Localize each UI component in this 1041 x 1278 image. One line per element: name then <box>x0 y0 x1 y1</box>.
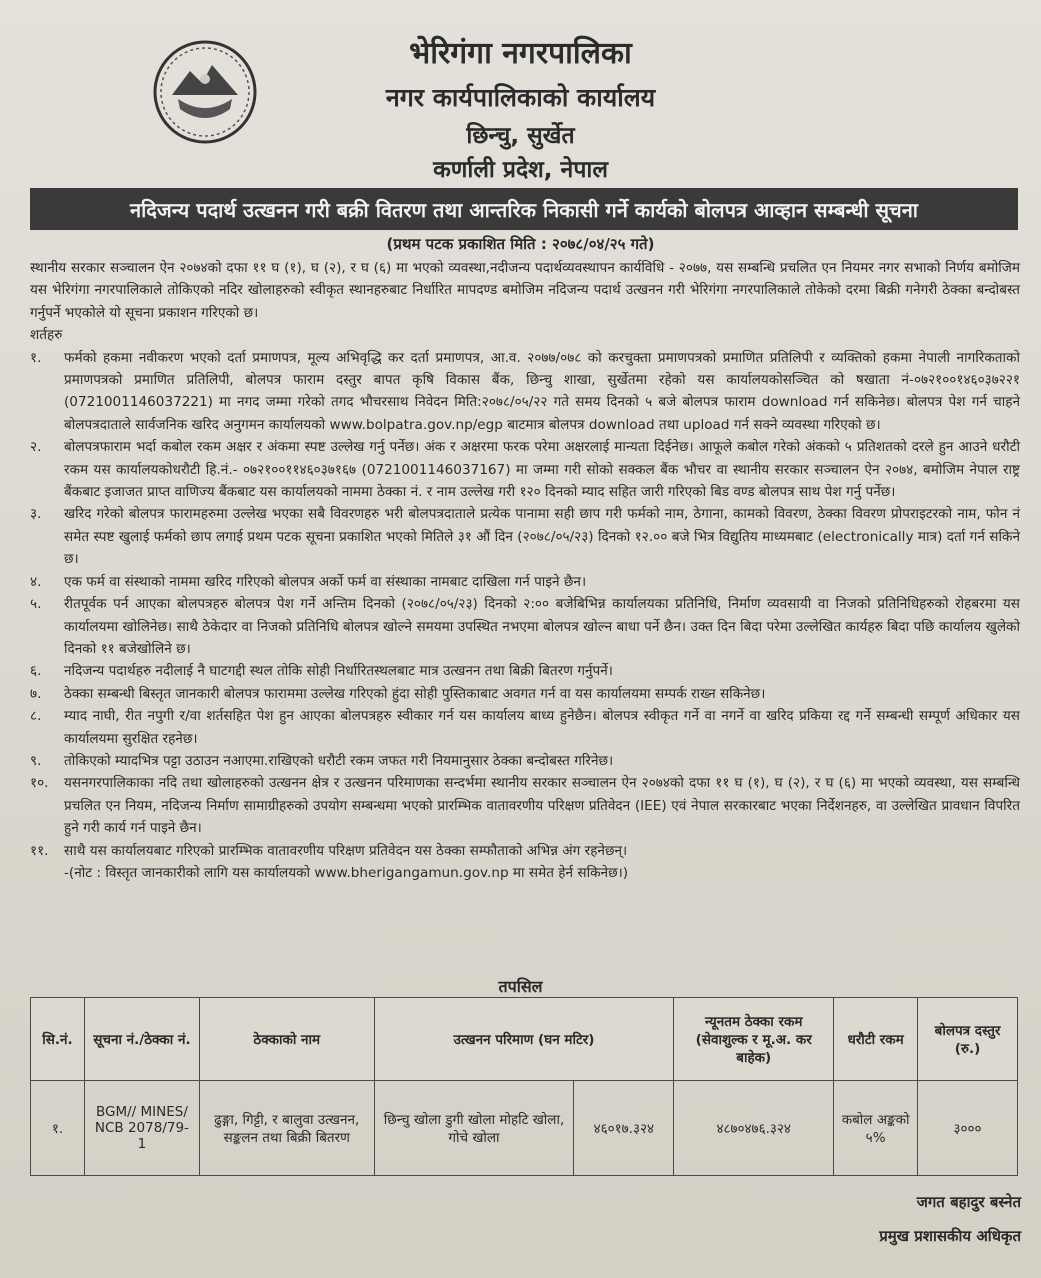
table-header-cell: न्यूनतम ठेक्का रकम (सेवाशुल्क र मू.अ. कर बाहेक) <box>674 998 834 1081</box>
table-row <box>31 1081 1018 1176</box>
office-location: छिन्चु, सुर्खेत <box>466 123 575 149</box>
table-cell: ३००० <box>918 1081 1018 1176</box>
conditions-list <box>30 347 1020 862</box>
signatory-name: जगत बहादुर बस्नेत <box>916 1193 1021 1211</box>
condition-text: म्याद नाघी, रीत नपुगी र/वा शर्तसहित पेश हुन आएका बोलपत्रहरु स्वीकार गर्न यस कार्यालय बाध्य हुनेछैन। बोलपत्र स्वीकृत गर्ने वा नगर्ने वा खरिद प्रकिया रद्द गर्ने सम्बन्धी सम्पूर्ण अधिकार यस कार्यालयमा सुरक्षित रहनेछ। <box>64 708 1020 747</box>
condition-number: ९. <box>30 752 42 769</box>
table-header-cell: सूचना नं./ठेक्का नं. <box>84 998 199 1081</box>
table-header-cell: ठेक्काको नाम <box>199 998 374 1081</box>
municipality-name: भेरिगंगा नगरपालिका <box>409 36 632 71</box>
table-header-cell: बोलपत्र दस्तुर (रु.) <box>918 998 1018 1081</box>
table-cell: ढुङ्गा, गिट्टी, र बालुवा उत्खनन, सङ्कलन तथा बिक्री बितरण <box>199 1081 374 1176</box>
table-cell: ४८७०४७६.३२४ <box>674 1081 834 1176</box>
condition-number: १. <box>30 349 42 366</box>
condition-item <box>30 347 1020 437</box>
notice-title: नदिजन्य पदार्थ उत्खनन गरी बक्री वितरण तथा आन्तरिक निकासी गर्ने कार्यको बोलपत्र आव्हान सम्बन्धी सूचना <box>30 188 1018 230</box>
table-header-row <box>31 998 1018 1081</box>
condition-number: २. <box>30 439 42 456</box>
table-header-cell: उत्खनन परिमाण (घन मटिर) <box>374 998 674 1081</box>
condition-item <box>30 593 1020 660</box>
condition-text: तोकिएको म्यादभित्र पट्टा उठाउन नआएमा.राखिएको धरौटी रकम जफत गरी नियमानुसार ठेक्का बन्दोबस्त गरिनेछ। <box>64 752 614 769</box>
condition-number: ४. <box>30 573 42 590</box>
schedule-heading: तपसिल <box>498 977 543 996</box>
letterhead <box>0 25 1041 185</box>
condition-item <box>30 660 1020 682</box>
office-name: नगर कार्यपालिकाको कार्यालय <box>385 83 656 112</box>
condition-text: रीतपूर्वक पर्न आएका बोलपत्रहरु बोलपत्र पेश गर्ने अन्तिम दिनको (२०७८/०५/२३) दिनको २:०० बजेबिभिन्न कार्यालयका प्रतिनिधि, निर्माण व्यवसायी वा निजको प्रतिनिधिहरुको रोहबरमा यस कार्यालयमा खोलिनेछ। साथै ठेकेदार वा निजको प्रतिनिधि बोलपत्र खोल्ने समयमा उपस्थित नभएमा बोलपत्र खोल्न बाधा पर्ने छैन। उक्त दिन बिदा परेमा उल्लेखित कार्यहरु बिदा पछि कार्यालय खुलेको दिनको ११ बजेखोलिने छ। <box>64 596 1020 657</box>
condition-text: खरिद गरेको बोलपत्र फारामहरुमा उल्लेख भएका सबै विवरणहरु भरी बोलपत्रदाताले प्रत्येक पानामा सही छाप गरी फर्मको नाम, ठेगाना, कामको विवरण, ठेक्का विवरण प्रोपराइटरको नाम, फोन नं समेत स्पष्ट खुलाई फर्मको छाप लगाई प्रथम पटक सूचना प्रकाशित भएको मितिले ३१ औं दिन (२०७८/०५/२३) दिनको १२.०० बजे भित्र विद्युतिय माध्यमबाट (electronically मात्र) दर्ता गर्न सकिने छ। <box>64 506 1020 568</box>
notice-body <box>30 257 1020 884</box>
intro-paragraph: स्थानीय सरकार सञ्चालन ऐन २०७४को दफा ११ घ (१), घ (२), र घ (६) मा भएको व्यवस्था,नदीजन्य पदार्थव्यवस्थापन कार्यविधि - २०७७, यस सम्बन्धि प्रचलित एन नियमर नगर सभाको निर्णय बमोजिम यस भेरिगंगा नगरपालिकाले तोकिएको नदिर खोलाहरुको स्वीकृत स्थानहरुबाट निर्धारित मापदण्ड बमोजिम नदिजन्य पदार्थ उत्खनन गरी भेरिगंगा नगरपालिकाले तोकेको दरमा बिक्री गनेगरी ठेक्का बन्दोबस्त गर्नुपर्ने भएकोले यो सूचना प्रकाशन गरिएको छ। <box>30 260 1020 321</box>
signatory-title: प्रमुख प्रशासकीय अधिकृत <box>879 1227 1021 1245</box>
condition-item <box>30 683 1020 705</box>
condition-number: ६. <box>30 663 42 680</box>
condition-item <box>30 750 1020 772</box>
table-header-cell: सि.नं. <box>31 998 85 1081</box>
condition-item <box>30 705 1020 750</box>
condition-number: ११. <box>30 842 49 859</box>
condition-item <box>30 503 1020 570</box>
condition-number: ७. <box>30 685 42 702</box>
conditions-heading: शर्तहरु <box>30 327 63 344</box>
schedule-table <box>30 997 1018 1176</box>
condition-item <box>30 571 1020 593</box>
condition-text: फर्मको हकमा नवीकरण भएको दर्ता प्रमाणपत्र, मूल्य अभिवृद्धि कर दर्ता प्रमाणपत्र, आ.व. २०७७/०७८ को करचुक्ता प्रमाणपत्रको प्रमाणित प्रतिलिपी र व्यक्तिको हकमा नेपाली नागरिकताको प्रमाणपत्रको प्रमाणित प्रतिलिपी, बोलपत्र फाराम दस्तुर बापत कृषि विकास बैंक, छिन्चु शाखा, सुर्खेतमा रहेको यस कार्यालयकोसञ्चित को षखाता नं-०७२१००१४६०३७२२१ (0721001146037221) मा नगद जम्मा गरेको तगद भौचरसाथ निवेदन मिति:२०७८/०५/२२ गते समय दिनको ५ बजे बोलपत्र फाराम download गर्न सकिनेछ। बोलपत्र पेश गर्न चाहने बोलपत्रदाताले सार्वजनिक खरिद अनुगमन कार्यालयको www.bolpatra.gov.np/egp बाटमात्र बोलपत्र download तथा upload गर्न सक्ने व्यवस्था गरिएको छ। <box>64 349 1020 433</box>
condition-item <box>30 840 1020 862</box>
condition-text: नदिजन्य पदार्थहरु नदीलाई नै घाटगद्दी स्थल तोकि सोही निर्धारितस्थलबाट मात्र उत्खनन तथा बिक्री बितरण गर्नुपर्ने। <box>64 663 613 680</box>
table-header-cell: धरौटी रकम <box>834 998 918 1081</box>
table-cell: ४६०१७.३२४ <box>574 1081 674 1176</box>
condition-item <box>30 772 1020 839</box>
condition-item <box>30 436 1020 503</box>
table-cell: १. <box>31 1081 85 1176</box>
table-body <box>31 1081 1018 1176</box>
condition-text: बोलपत्रफाराम भर्दा कबोल रकम अक्षर र अंकमा स्पष्ट उल्लेख गर्नु पर्नेछ। अंक र अक्षरमा फरक परेमा अक्षरलाई मान्यता दिईनेछ। आफूले कबोल गरेको अंकको ५ प्रतिशतको दरले हुन आउने धरौटी रकम यस कार्यालयकोधरौटी हि.नं.- ०७२१००११४६०३७१६७ (0721001146037167) मा जम्मा गरी सोको सक्कल बैंक भौचर वा स्थानीय सरकार सञ्चालन ऐन २०७४, बमोजिम नेपाल राष्ट्र बैंकबाट इजाजत प्राप्त वाणिज्य बैंकबाट यस कार्यालयको नाममा ठेक्का नं. र नाम उल्लेख गरी १२० दिनको म्याद सहित जारी गरिएको बिड वण्ड बोलपत्र साथ पेश गर्नु पर्नेछ। <box>64 439 1020 501</box>
condition-number: ३. <box>30 506 42 523</box>
table-cell: BGM// MINES/ NCB 2078/79- 1 <box>84 1081 199 1176</box>
publish-date: (प्रथम पटक प्रकाशित मिति : २०७८/०४/२५ गते) <box>386 235 655 253</box>
table-cell: कबोल अङ्कको ५% <box>834 1081 918 1176</box>
note-line: -(नोट : विस्तृत जानकारीको लागि यस कार्यालयको www.bherigangamun.gov.np मा समेत हेर्न सकिनेछ।) <box>64 864 629 881</box>
condition-text: यसनगरपालिकाका नदि तथा खोलाहरुको उत्खनन क्षेत्र र उत्खनन परिमाणका सन्दर्भमा स्थानीय सरकार सञ्चालन ऐन २०७४को दफा ११ घ (१), घ (२), र घ (६) मा भएको व्यवस्था, यस सम्बन्धि प्रचलित एन नियम, नदिजन्य निर्माण सामाग्रीहरुको उपयोग सम्बन्धमा भएको प्रारम्भिक वातावरणीय परिक्षण प्रतिवेदन (IEE) एवं नेपाल सरकारबाट भएका निर्देशनहरु, वा उल्लेखित प्रावधान विपरित हुने गरी कार्य गर्न पाइने छैन। <box>64 775 1020 837</box>
condition-text: एक फर्म वा संस्थाको नाममा खरिद गरिएको बोलपत्र अर्को फर्म वा संस्थाका नामबाट दाखिला गर्न पाइने छैन। <box>64 573 587 590</box>
condition-number: ५. <box>30 596 42 613</box>
condition-number: १०. <box>30 775 49 792</box>
province-country: कर्णाली प्रदेश, नेपाल <box>433 157 608 183</box>
table-cell: छिन्चु खोला डुगी खोला मोहटि खोला, गोचे खोला <box>374 1081 574 1176</box>
condition-text: साथै यस कार्यालयबाट गरिएको प्रारम्भिक वातावरणीय परिक्षण प्रतिवेदन यस ठेक्का सम्फौताको अभिन्न अंग रहनेछन्। <box>64 842 628 859</box>
condition-number: ८. <box>30 708 42 725</box>
condition-text: ठेक्का सम्बन्धी बिस्तृत जानकारी बोलपत्र फाराममा उल्लेख गरिएको हुंदा सोही पुस्तिकाबाट अवगत गर्न वा यस कार्यालयमा सम्पर्क राख्न सकिनेछ। <box>64 685 766 702</box>
